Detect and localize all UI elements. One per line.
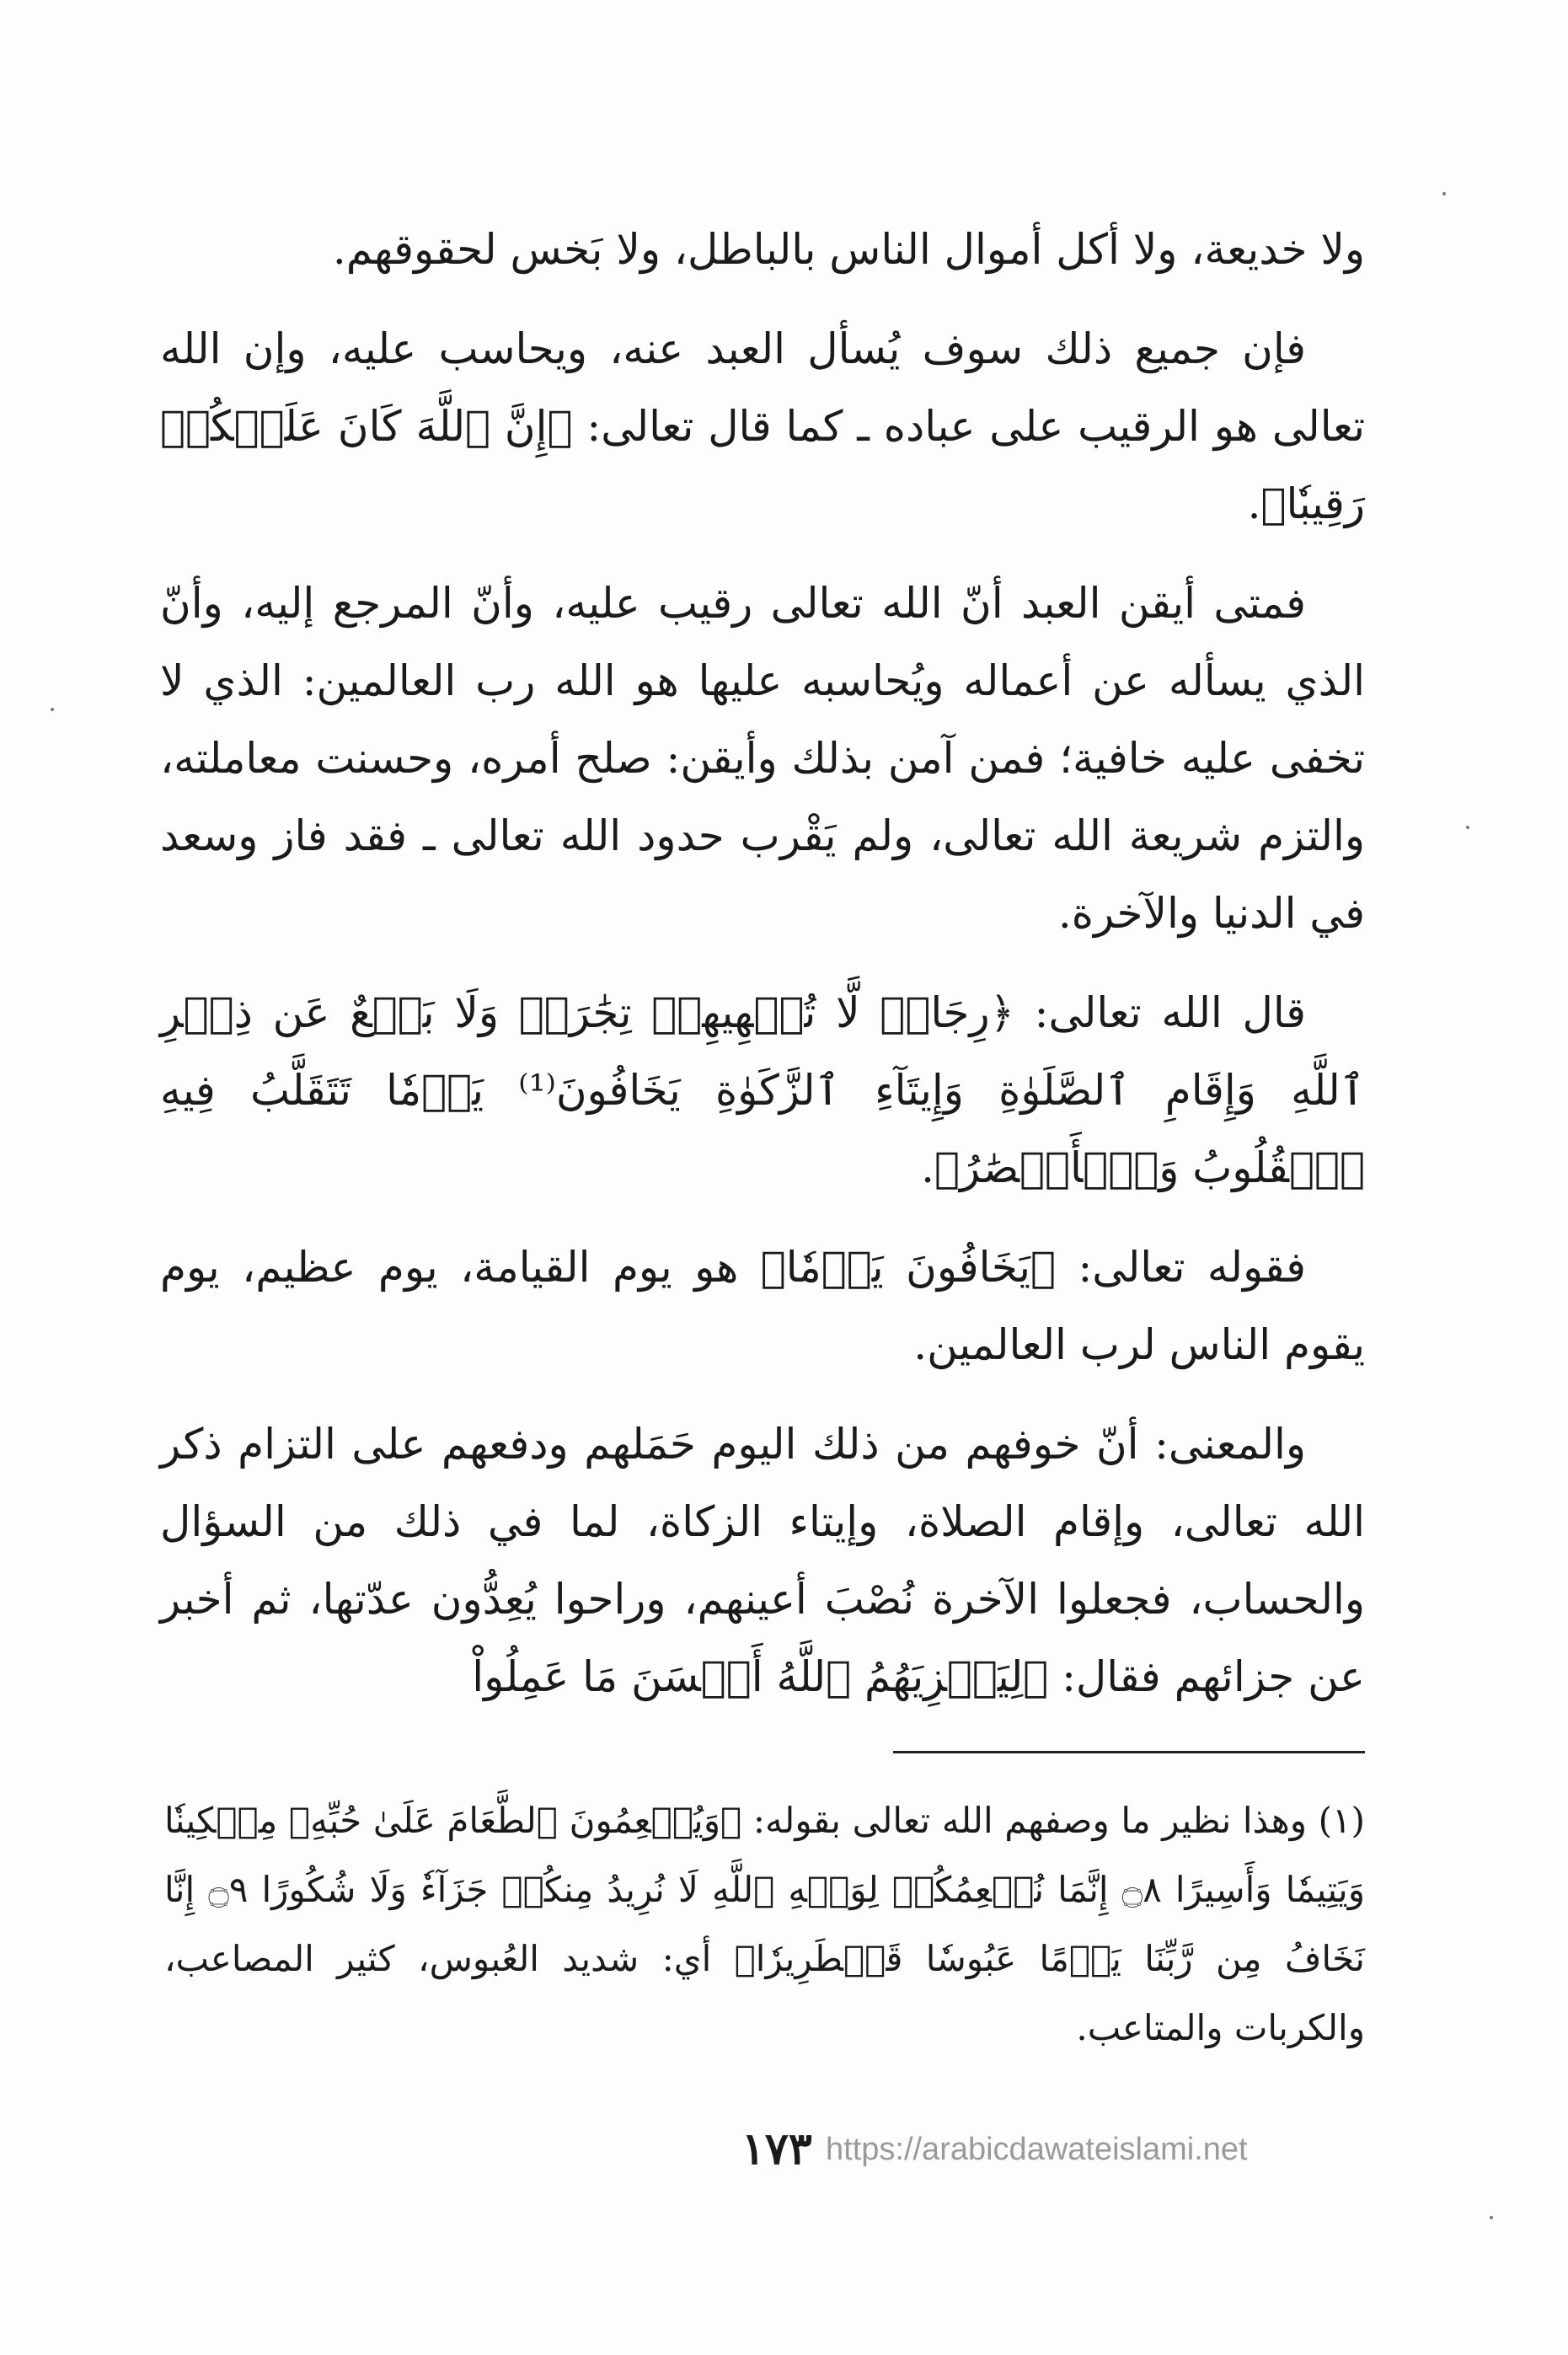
paragraph-4: قال الله تعالى: ﴿رِجَالٞ لَّا تُلۡهِيهِمۡ تِجَٰرَةٞ وَلَا بَيۡعٌ عَن ذِكۡرِ ٱللَّهِ وَإِقَامِ ٱلصَّلَوٰةِ وَإِيتَآءِ ٱلزَّكَوٰةِ يَخَافُونَ⁽¹⁾ يَوۡمٗا تَتَقَلَّبُ فِيهِ ٱلۡقُلُوبُ وَٱلۡأَبۡصَٰرُ﴾. bbox=[160, 988, 1365, 1192]
main-text bbox=[160, 211, 1365, 1737]
paragraph-2: فإن جميع ذلك سوف يُسأل العبد عنه، ويحاسب عليه، وإن الله تعالى هو الرقيب على عباده ـ كما قال تعالى: ﴿إِنَّ ٱللَّهَ كَانَ عَلَيۡكُمۡ رَقِيبٗا﴾. bbox=[160, 324, 1365, 528]
paragraph-3: فمتى أيقن العبد أنّ الله تعالى رقيب عليه، وأنّ المرجع إليه، وأنّ الذي يسأله عن أعماله ويُحاسبه عليها هو الله رب العالمين: الذي لا تخفى عليه خافية؛ فمن آمن بذلك وأيقن: صلح أمره، وحسنت معاملته، والتزم شريعة الله تعالى، ولم يَقْرب حدود الله تعالى ـ فقد فاز وسعد في الدنيا والآخرة. bbox=[160, 579, 1365, 938]
paragraph-1: ولا خديعة، ولا أكل أموال الناس بالباطل، ولا بَخس لحقوقهم. bbox=[332, 225, 1365, 274]
scan-speck bbox=[1466, 826, 1469, 829]
footnote bbox=[164, 1786, 1365, 2063]
scan-speck bbox=[1490, 2216, 1493, 2219]
scan-speck bbox=[1442, 192, 1446, 195]
watermark-url: https://arabicdawateislami.net bbox=[826, 2132, 1248, 2167]
paragraph-6: والمعنى: أنّ خوفهم من ذلك اليوم حَمَلهم ودفعهم على التزام ذكر الله تعالى، وإقام الصلاة، وإيتاء الزكاة، لما في ذلك من السؤال والحساب، فجعلوا الآخرة نُصْبَ أعينهم، وراحوا يُعِدُّون عدّتها، ثم أخبر عن جزائهم فقال: ﴿لِيَجۡزِيَهُمُ ٱللَّهُ أَحۡسَنَ مَا عَمِلُواْ bbox=[160, 1420, 1365, 1701]
scan-speck bbox=[51, 708, 54, 711]
paragraph-5: فقوله تعالى: ﴿يَخَافُونَ يَوۡمٗا﴾ هو يوم القيامة، يوم عظيم، يوم يقوم الناس لرب العالمين. bbox=[160, 1243, 1365, 1369]
page-footer bbox=[0, 2123, 1568, 2182]
footnote-text: (١) وهذا نظير ما وصفهم الله تعالى بقوله: ﴿وَيُطۡعِمُونَ ٱلطَّعَامَ عَلَىٰ حُبِّهِۦ مِسۡكِينٗا وَيَتِيمٗا وَأَسِيرًا ۝٨ إِنَّمَا نُطۡعِمُكُمۡ لِوَجۡهِ ٱللَّهِ لَا نُرِيدُ مِنكُمۡ جَزَآءٗ وَلَا شُكُورًا ۝٩ إِنَّا نَخَافُ مِن رَّبِّنَا يَوۡمًا عَبُوسٗا قَمۡطَرِيرٗا﴾ أي: شديد العُبوس، كثير المصاعب، والكربات والمتاعب. bbox=[164, 1800, 1365, 2048]
page-number: ١٧٣ bbox=[741, 2123, 812, 2175]
footnote-separator bbox=[893, 1751, 1365, 1753]
